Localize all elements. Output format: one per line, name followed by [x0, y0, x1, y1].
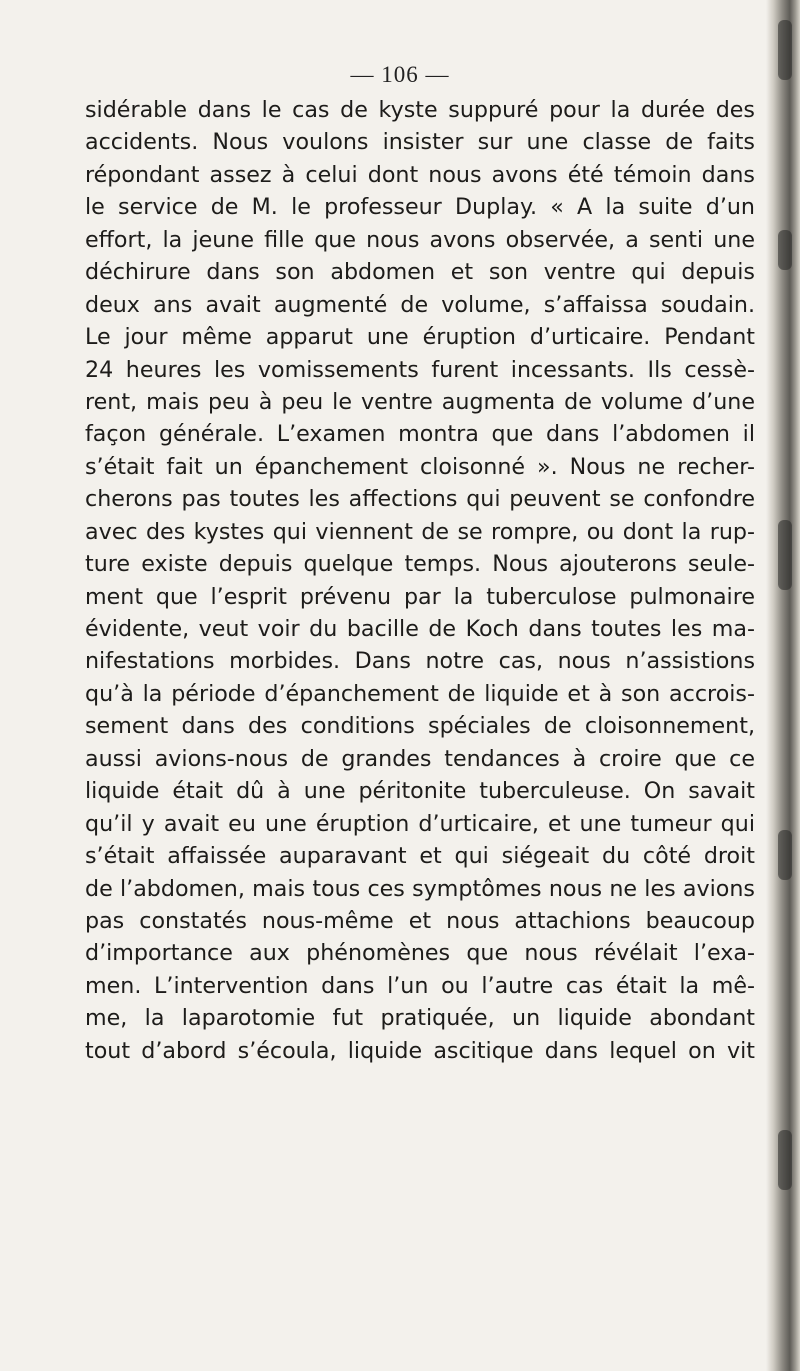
- text-line: liquide était dû à une péritonite tuberculeuse. On savait: [85, 778, 755, 805]
- text-line: qu’il y avait eu une éruption d’urticaire, et une tumeur qui: [85, 810, 755, 837]
- text-line: répondant assez à celui dont nous avons été témoin dans: [85, 161, 755, 188]
- text-line: aussi avions-nous de grandes tendances à croire que ce: [85, 745, 755, 772]
- text-line: tout d’abord s’écoula, liquide ascitique dans lequel on vit: [85, 1037, 755, 1064]
- text-line: qu’à la période d’épanchement de liquide et à son accrois-: [85, 680, 755, 707]
- text-line: ture existe depuis quelque temps. Nous ajouterons seule-: [85, 551, 755, 578]
- text-line: déchirure dans son abdomen et son ventre qui depuis: [85, 259, 755, 286]
- text-line: pas constatés nous-même et nous attachions beaucoup: [85, 907, 755, 934]
- text-line: accidents. Nous voulons insister sur une classe de faits: [85, 129, 755, 156]
- text-line: de l’abdomen, mais tous ces symptômes nous ne les avions: [85, 875, 755, 902]
- text-line: s’était affaissée auparavant et qui siégeait du côté droit: [85, 843, 755, 870]
- text-line: 24 heures les vomissements furent incessants. Ils cessè-: [85, 356, 755, 383]
- text-line: sidérable dans le cas de kyste suppuré pour la durée des: [85, 97, 755, 123]
- body-text: [85, 94, 755, 1067]
- text-line: deux ans avait augmenté de volume, s’affaissa soudain.: [85, 291, 755, 318]
- text-line: le service de M. le professeur Duplay. « A la suite d’un: [85, 194, 755, 221]
- text-line: façon générale. L’examen montra que dans l’abdomen il: [85, 421, 755, 448]
- text-line: nifestations morbides. Dans notre cas, nous n’assistions: [85, 648, 755, 675]
- text-line: effort, la jeune fille que nous avons observée, a senti une: [85, 226, 755, 253]
- text-line: me, la laparotomie fut pratiquée, un liquide abondant: [85, 1005, 755, 1032]
- text-line: Le jour même apparut une éruption d’urticaire. Pendant: [85, 324, 755, 351]
- text-line: sement dans des conditions spéciales de cloisonnement,: [85, 713, 755, 740]
- text-line: évidente, veut voir du bacille de Koch dans toutes les ma-: [85, 616, 755, 642]
- text-line: men. L’intervention dans l’un ou l’autre cas était la mê-: [85, 972, 755, 999]
- text-line: avec des kystes qui viennent de se rompre, ou dont la rup-: [85, 518, 755, 545]
- text-line: ment que l’esprit prévenu par la tuberculose pulmonaire: [85, 583, 755, 610]
- page-binding-edge: [766, 0, 800, 1371]
- text-line: d’importance aux phénomènes que nous révélait l’exa-: [85, 940, 755, 967]
- text-line: cherons pas toutes les affections qui peuvent se confondre: [85, 486, 755, 513]
- text-line: rent, mais peu à peu le ventre augmenta de volume d’une: [85, 388, 755, 415]
- text-line: s’était fait un épanchement cloisonné ». Nous ne recher-: [85, 453, 755, 480]
- page-number: — 106 —: [350, 62, 450, 87]
